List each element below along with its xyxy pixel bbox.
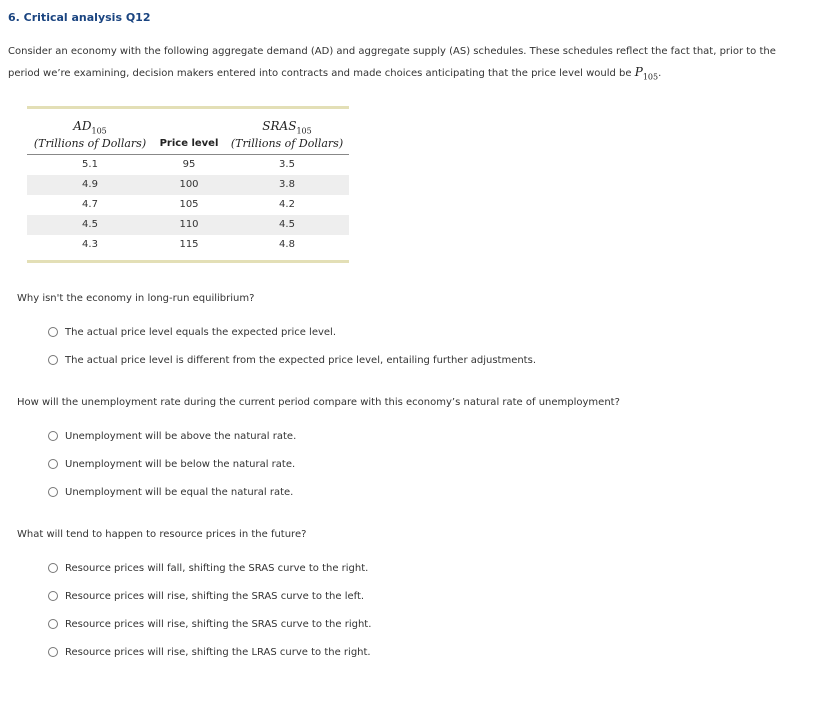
table-row: 4.3 115 4.8 <box>82 239 295 250</box>
answer-option[interactable]: Unemployment will be above the natural rate. <box>48 429 296 443</box>
answer-option[interactable]: The actual price level equals the expected price level. <box>48 325 336 339</box>
answer-option[interactable]: Resource prices will fall, shifting the SRAS curve to the right. <box>48 561 368 575</box>
intro-paragraph: Consider an economy with the following aggregate demand (AD) and aggregate supply (AS) schedules. These schedules reflect the fact that, prior to the period we’re examining, decision makers entered into contracts and made choices anticipating that the price level would be $P_{105}$. <box>8 46 776 82</box>
table-row: 4.5 110 4.5 <box>27 215 349 235</box>
header-price-level: Price level <box>159 138 219 149</box>
table-row: 4.9 100 3.8 <box>27 175 349 195</box>
answer-option[interactable]: Unemployment will be equal the natural rate. <box>48 485 293 499</box>
answer-option[interactable]: Resource prices will rise, shifting the SRAS curve to the left. <box>48 589 364 603</box>
radio-button[interactable] <box>48 431 58 441</box>
ad-as-schedule-table <box>27 106 349 263</box>
radio-button[interactable] <box>48 591 58 601</box>
answer-option[interactable]: Unemployment will be below the natural rate. <box>48 457 295 471</box>
question-unemployment-rate: How will the unemployment rate during the current period compare with this economy’s natural rate of unemployment? <box>17 397 620 408</box>
intro-text: Consider an economy with the following aggregate demand (AD) and aggregate supply (AS) schedules. These schedules reflect the fact that, prior to the period we’re examining, decision makers entered into contracts and made choices anticipating that the price level would be <box>8 46 776 79</box>
question-title: 6. Critical analysis Q12 <box>8 11 151 24</box>
radio-button[interactable] <box>48 355 58 365</box>
expected-price-symbol: $P_{105}$ <box>634 65 659 82</box>
answer-option[interactable]: Resource prices will rise, shifting the SRAS curve to the right. <box>48 617 371 631</box>
radio-button[interactable] <box>48 647 58 657</box>
answer-option[interactable]: Resource prices will rise, shifting the LRAS curve to the right. <box>48 645 371 659</box>
radio-button[interactable] <box>48 459 58 469</box>
radio-button[interactable] <box>48 487 58 497</box>
question-long-run-equilibrium: Why isn't the economy in long-run equilibrium? <box>17 293 255 304</box>
header-ad: $AD_{105}$ (Trillions of Dollars) <box>33 119 147 151</box>
radio-button[interactable] <box>48 327 58 337</box>
table-row: 4.7 105 4.2 <box>82 199 295 210</box>
table-row: 5.1 95 3.5 <box>82 159 295 170</box>
radio-button[interactable] <box>48 563 58 573</box>
header-sras: $SRAS_{105}$ (Trillions of Dollars) <box>230 119 344 151</box>
question-resource-prices: What will tend to happen to resource prices in the future? <box>17 529 307 540</box>
radio-button[interactable] <box>48 619 58 629</box>
answer-option[interactable]: The actual price level is different from the expected price level, entailing further adjustments. <box>48 353 536 367</box>
